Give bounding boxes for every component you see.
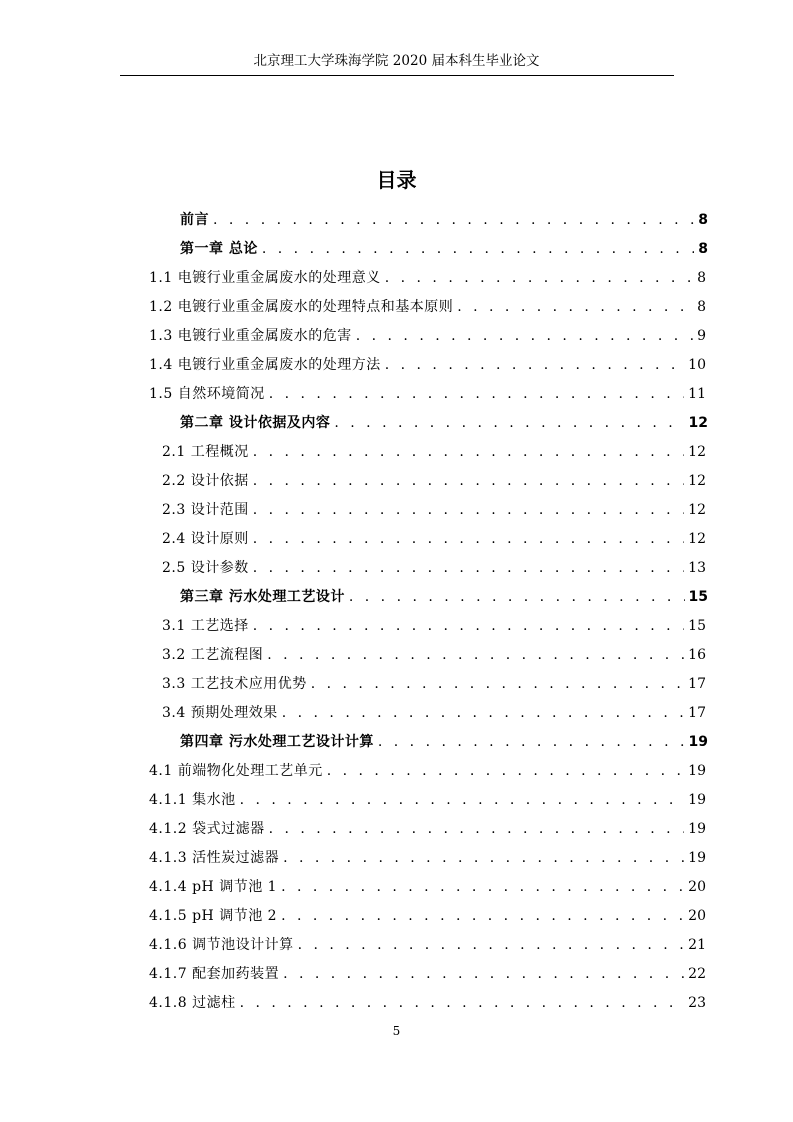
toc-entry-label: 第二章 设计依据及内容 — [180, 414, 331, 431]
toc-section-entry[interactable] — [162, 524, 706, 553]
toc-dot-leader — [281, 877, 684, 897]
toc-dot-leader — [385, 355, 684, 375]
header-divider — [120, 75, 674, 76]
toc-entry-page: 12 — [688, 414, 708, 431]
toc-section-entry[interactable] — [149, 379, 706, 408]
toc-section-entry[interactable] — [162, 698, 706, 727]
toc-section-entry[interactable] — [162, 611, 706, 640]
toc-section-entry[interactable] — [162, 437, 706, 466]
toc-section-entry[interactable] — [149, 785, 706, 814]
toc-entry-label: 第四章 污水处理工艺设计计算 — [180, 733, 374, 750]
toc-dot-leader — [457, 297, 693, 317]
toc-title: 目录 — [376, 168, 417, 192]
toc-entry-page: 22 — [688, 965, 706, 982]
toc-dot-leader — [213, 210, 694, 230]
toc-dot-leader — [349, 587, 685, 607]
toc-entry-page: 17 — [688, 675, 706, 692]
toc-dot-leader — [281, 906, 684, 926]
toc-section-entry[interactable] — [149, 756, 706, 785]
toc-entry-page: 19 — [688, 733, 708, 750]
toc-entry-page: 19 — [688, 791, 706, 808]
toc-section-entry[interactable] — [162, 640, 706, 669]
toc-dot-leader — [283, 848, 684, 868]
toc-dot-leader — [282, 703, 684, 723]
toc-entry-page: 12 — [688, 530, 706, 547]
toc-entry-label: 1.5 自然环境简况 — [149, 385, 265, 402]
toc-entry-label: 2.4 设计原则 — [162, 530, 249, 547]
toc-entry-page: 8 — [698, 211, 708, 228]
toc-section-entry[interactable] — [149, 350, 706, 379]
toc-entry-page: 10 — [688, 356, 706, 373]
toc-entry-page: 16 — [688, 646, 706, 663]
toc-dot-leader — [269, 819, 685, 839]
toc-entry-page: 12 — [688, 501, 706, 518]
toc-section-entry[interactable] — [162, 495, 706, 524]
toc-dot-leader — [253, 558, 684, 578]
toc-chapter-entry[interactable] — [180, 205, 708, 234]
toc-entry-page: 17 — [688, 704, 706, 721]
toc-entry-page: 8 — [698, 240, 708, 257]
toc-dot-leader — [378, 732, 685, 752]
toc-dot-leader — [327, 761, 684, 781]
toc-entry-page: 21 — [688, 936, 706, 953]
toc-section-entry[interactable] — [149, 901, 706, 930]
toc-entry-label: 1.3 电镀行业重金属废水的危害 — [149, 327, 352, 344]
toc-entry-label: 第一章 总论 — [180, 240, 258, 257]
toc-entry-label: 2.5 设计参数 — [162, 559, 249, 576]
toc-section-entry[interactable] — [149, 292, 706, 321]
toc-entry-label: 前言 — [180, 211, 209, 228]
toc-entry-page: 19 — [688, 820, 706, 837]
toc-entry-label: 4.1.3 活性炭过滤器 — [149, 849, 280, 866]
toc-entry-label: 4.1.7 配套加药装置 — [149, 965, 280, 982]
toc-dot-leader — [253, 529, 684, 549]
toc-chapter-entry[interactable] — [180, 727, 708, 756]
toc-dot-leader — [240, 790, 685, 810]
toc-section-entry[interactable] — [149, 263, 706, 292]
toc-chapter-entry[interactable] — [180, 582, 708, 611]
toc-entry-label: 1.2 电镀行业重金属废水的处理特点和基本原则 — [149, 298, 454, 315]
toc-entry-page: 11 — [688, 385, 706, 402]
toc-section-entry[interactable] — [162, 669, 706, 698]
toc-entry-page: 19 — [688, 762, 706, 779]
toc-dot-leader — [385, 268, 693, 288]
toc-dot-leader — [356, 326, 693, 346]
toc-entry-label: 3.3 工艺技术应用优势 — [162, 675, 307, 692]
toc-dot-leader — [253, 442, 684, 462]
toc-section-entry[interactable] — [149, 814, 706, 843]
toc-chapter-entry[interactable] — [180, 234, 708, 263]
toc-chapter-entry[interactable] — [180, 408, 708, 437]
toc-entry-label: 1.4 电镀行业重金属废水的处理方法 — [149, 356, 381, 373]
toc-section-entry[interactable] — [162, 553, 706, 582]
toc-section-entry[interactable] — [149, 930, 706, 959]
toc-entry-label: 4.1 前端物化处理工艺单元 — [149, 762, 323, 779]
toc-dot-leader — [269, 384, 684, 404]
toc-section-entry[interactable] — [149, 988, 706, 1017]
toc-section-entry[interactable] — [149, 872, 706, 901]
toc-entry-page: 23 — [688, 994, 706, 1011]
toc-entry-page: 20 — [688, 878, 706, 895]
toc-section-entry[interactable] — [149, 959, 706, 988]
running-header: 北京理工大学珠海学院 2020 届本科生毕业论文 — [253, 53, 540, 69]
toc-dot-leader — [311, 674, 684, 694]
toc-entry-label: 4.1.2 袋式过滤器 — [149, 820, 265, 837]
toc-entry-label: 1.1 电镀行业重金属废水的处理意义 — [149, 269, 381, 286]
toc-dot-leader — [253, 471, 684, 491]
toc-section-entry[interactable] — [149, 843, 706, 872]
toc-entry-page: 8 — [697, 269, 706, 286]
toc-entry-page: 12 — [688, 443, 706, 460]
toc-section-entry[interactable] — [149, 321, 706, 350]
toc-entry-label: 2.2 设计依据 — [162, 472, 249, 489]
toc-dot-leader — [253, 616, 684, 636]
toc-entry-label: 3.1 工艺选择 — [162, 617, 249, 634]
toc-entry-label: 4.1.4 pH 调节池 1 — [149, 878, 278, 895]
toc-dot-leader — [298, 935, 685, 955]
toc-entry-label: 3.2 工艺流程图 — [162, 646, 264, 663]
toc-entry-page: 19 — [688, 849, 706, 866]
toc-dot-leader — [283, 964, 684, 984]
toc-entry-label: 2.1 工程概况 — [162, 443, 249, 460]
toc-dot-leader — [267, 645, 684, 665]
toc-entry-page: 20 — [688, 907, 706, 924]
toc-entry-page: 12 — [688, 472, 706, 489]
toc-dot-leader — [334, 413, 684, 433]
toc-dot-leader — [240, 993, 685, 1013]
toc-entry-page: 9 — [697, 327, 706, 344]
toc-entry-page: 8 — [697, 298, 706, 315]
toc-entry-page: 13 — [688, 559, 706, 576]
toc-entry-label: 第三章 污水处理工艺设计 — [180, 588, 345, 605]
toc-entry-label: 4.1.8 过滤柱 — [149, 994, 236, 1011]
toc-entry-label: 4.1.6 调节池设计计算 — [149, 936, 294, 953]
toc-entry-page: 15 — [688, 588, 708, 605]
toc-entry-label: 4.1.1 集水池 — [149, 791, 236, 808]
toc-section-entry[interactable] — [162, 466, 706, 495]
toc-dot-leader — [253, 500, 684, 520]
toc-dot-leader — [262, 239, 694, 259]
toc-entry-label: 3.4 预期处理效果 — [162, 704, 278, 721]
toc-entry-label: 4.1.5 pH 调节池 2 — [149, 907, 278, 924]
page-number: 5 — [392, 1024, 401, 1038]
toc-entry-page: 15 — [688, 617, 706, 634]
toc-entry-label: 2.3 设计范围 — [162, 501, 249, 518]
